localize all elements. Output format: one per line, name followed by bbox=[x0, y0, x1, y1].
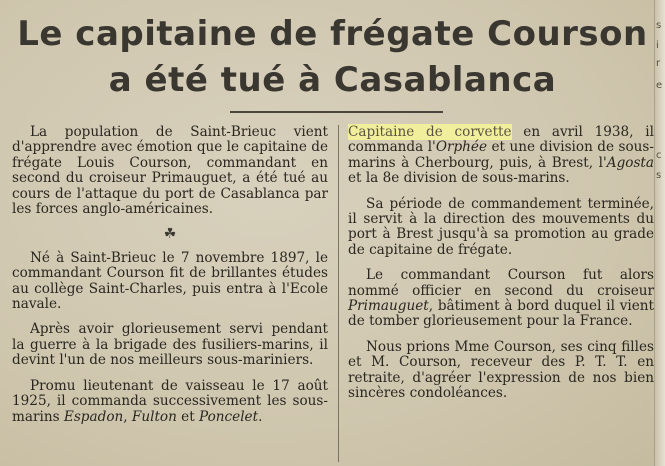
edge-letter: i bbox=[656, 40, 659, 51]
right-p3-a: Le commandant Courson fut alors nommé officier en second du croiseur bbox=[348, 267, 654, 299]
boat-name-espadon: Espadon bbox=[63, 408, 124, 425]
headline-underline bbox=[230, 111, 443, 113]
column-divider bbox=[338, 125, 339, 462]
boat-name-fulton: Fulton bbox=[131, 408, 177, 425]
left-paragraph-2: Né à Saint-Brieuc le 7 novembre 1897, le commandant Courson fit de brillantes études au collège Saint-Charles, puis entra à l'Ecole navale. bbox=[12, 249, 328, 313]
left-paragraph-4 bbox=[12, 379, 328, 425]
ship-name-primauguet: Primauguet bbox=[348, 298, 429, 315]
boat-name-poncelet: Poncelet bbox=[199, 408, 259, 425]
highlighted-text: Capitaine de corvette bbox=[348, 124, 512, 140]
headline-line-1: Le capitaine de frégate Courson bbox=[17, 14, 648, 54]
right-p1-a: en avril 1938, il commanda l' bbox=[348, 124, 654, 156]
right-p3-b: , bâtiment à bord duquel il vient de tomber glorieusement pour la France. bbox=[348, 298, 654, 330]
article-right-column bbox=[348, 125, 654, 412]
right-paragraph-3 bbox=[348, 268, 654, 330]
separator-ornament: ☘ bbox=[163, 226, 177, 243]
adjacent-page-edge bbox=[654, 0, 665, 466]
right-p1-b: et une division de sous-marins à Cherbourg, puis, à Brest, l' bbox=[348, 139, 654, 171]
left-p4-text: Promu lieutenant de vaisseau le 17 août 1925, il commanda successivement les sous-marins bbox=[12, 377, 328, 425]
left-paragraph-3: Après avoir glorieusement servi pendant la guerre à la brigade des fusiliers-marins, il devint l'un de nos meilleurs sous-mariniers. bbox=[12, 321, 328, 369]
boat-name-agosta: Agosta bbox=[606, 154, 654, 171]
right-p1-c: et la 8e division de sous-marins. bbox=[348, 170, 570, 187]
left-p4-sep: , bbox=[123, 408, 132, 425]
edge-letter: c bbox=[656, 150, 662, 161]
headline-line-2: a été tué à Casablanca bbox=[108, 60, 557, 100]
edge-letter: r bbox=[656, 58, 661, 69]
left-p4-and: et bbox=[176, 408, 200, 425]
boat-name-orphee: Orphée bbox=[435, 139, 488, 156]
edge-letter: s bbox=[656, 170, 662, 181]
edge-letter: e bbox=[656, 80, 663, 91]
edge-letter: s bbox=[656, 20, 662, 31]
article-left-column bbox=[12, 125, 328, 435]
left-paragraph-1: La population de Saint-Brieuc vient d'apprendre avec émotion que le capitaine de frégate Louis Courson, commandant en second du croiseur Primauguet, a été tué au cours de l'attaque du port de Casablanca par les forces anglo-américaines. bbox=[12, 124, 328, 218]
right-paragraph-1 bbox=[348, 125, 654, 187]
right-paragraph-2: Sa période de commandement terminée, il servit à la direction des mouvements du port à Brest jusqu'à sa promotion au grade de capitaine de frégate. bbox=[348, 195, 654, 258]
right-paragraph-4: Nous prions Mme Courson, ses cinq filles et M. Courson, receveur des P. T. T. en retraite, d'agréer l'expression de nos bien sincères condoléances. bbox=[348, 338, 654, 402]
left-p4-end: . bbox=[258, 408, 263, 425]
